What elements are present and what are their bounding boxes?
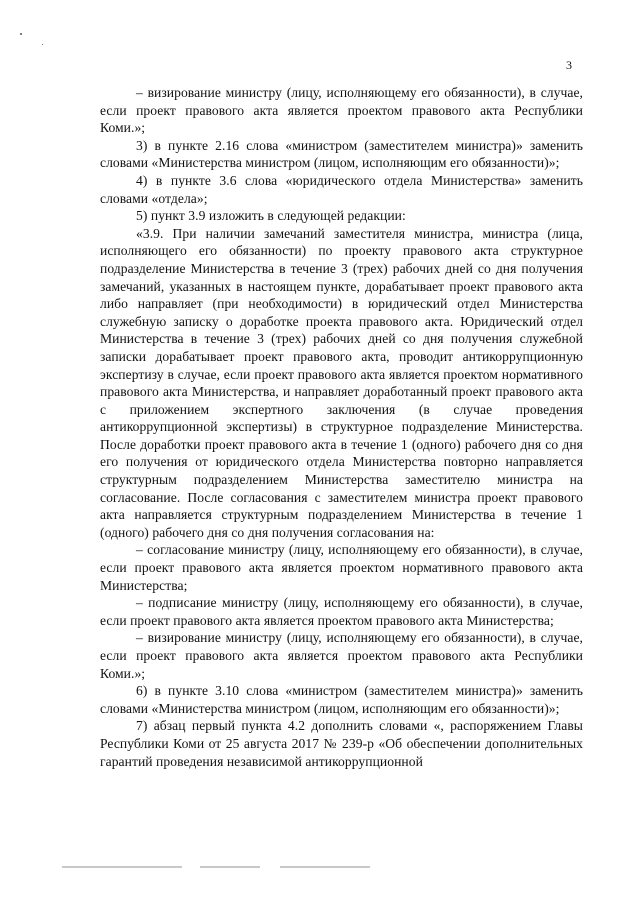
- scan-speck: [20, 33, 22, 35]
- scan-artifact: [280, 866, 370, 868]
- paragraph: «3.9. При наличии замечаний заместителя министра, министра (лица, исполняющего его обязанности) по проекту правового акта структурное подразделение Министерства в течение 3 (трех) рабочих дней со дня получения замечаний, указанных в настоящем пункте, дорабатывает проект правового акта либо направляет (при необходимости) в юридический отдел Министерства служебную записку о доработке проекта правового акта. Юридический отдел Министерства в течение 3 (трех) рабочих дней со дня получения служебной записки дорабатывает проект правового акта, проводит антикоррупционную экспертизу в случае, если проект правового акта является проектом нормативного правового акта Министерства, и направляет доработанный проект правового акта с приложением экспертного заключения (в случае проведения антикоррупционной экспертизы) в структурное подразделение Министерства. После доработки проект правового акта в течение 1 (одного) рабочего дня со дня его получения от юридического отдела Министерства повторно направляется структурным подразделением Министерства заместителю министра на согласование. После согласования с заместителем министра проект правового акта направляется структурным подразделением Министерства в течение 1 (одного) рабочего дня со дня получения согласования на:: [100, 225, 583, 540]
- scan-artifact: [200, 866, 260, 868]
- paragraph: 4) в пункте 3.6 слова «юридического отдела Министерства» заменить словами «отдела»;: [100, 172, 583, 206]
- document-body: [100, 84, 583, 770]
- paragraph: – визирование министру (лицу, исполняющему его обязанности), в случае, если проект правового акта является проектом правового акта Республики Коми.»;: [100, 85, 583, 136]
- paragraph: – визирование министру (лицу, исполняющему его обязанности), в случае, если проект правового акта является проектом правового акта Республики Коми.»;: [100, 630, 583, 681]
- paragraph: – подписание министру (лицу, исполняющему его обязанности), в случае, если проект правового акта является проектом правового акта Министерства;: [100, 595, 583, 628]
- scan-artifact: [62, 866, 182, 868]
- page-number: 3: [566, 58, 572, 72]
- paragraph: 6) в пункте 3.10 слова «министром (заместителем министра)» заменить словами «Министерства министром (лицом, исполняющим его обязанности)»;: [100, 683, 583, 716]
- paragraph: 7) абзац первый пункта 4.2 дополнить словами «, распоряжением Главы Республики Коми от 25 августа 2017 № 239-р «Об обеспечении дополнительных гарантий проведения независимой антикоррупционной: [100, 718, 583, 769]
- scan-speck: [42, 44, 43, 45]
- paragraph: – согласование министру (лицу, исполняющему его обязанности), в случае, если проект правового акта является проектом нормативного правового акта Министерства;: [100, 542, 583, 593]
- paragraph: 5) пункт 3.9 изложить в следующей редакции:: [136, 208, 406, 224]
- paragraph: 3) в пункте 2.16 слова «министром (заместителем министра)» заменить словами «Министерства министром (лицом, исполняющим его обязанности)»;: [100, 137, 583, 171]
